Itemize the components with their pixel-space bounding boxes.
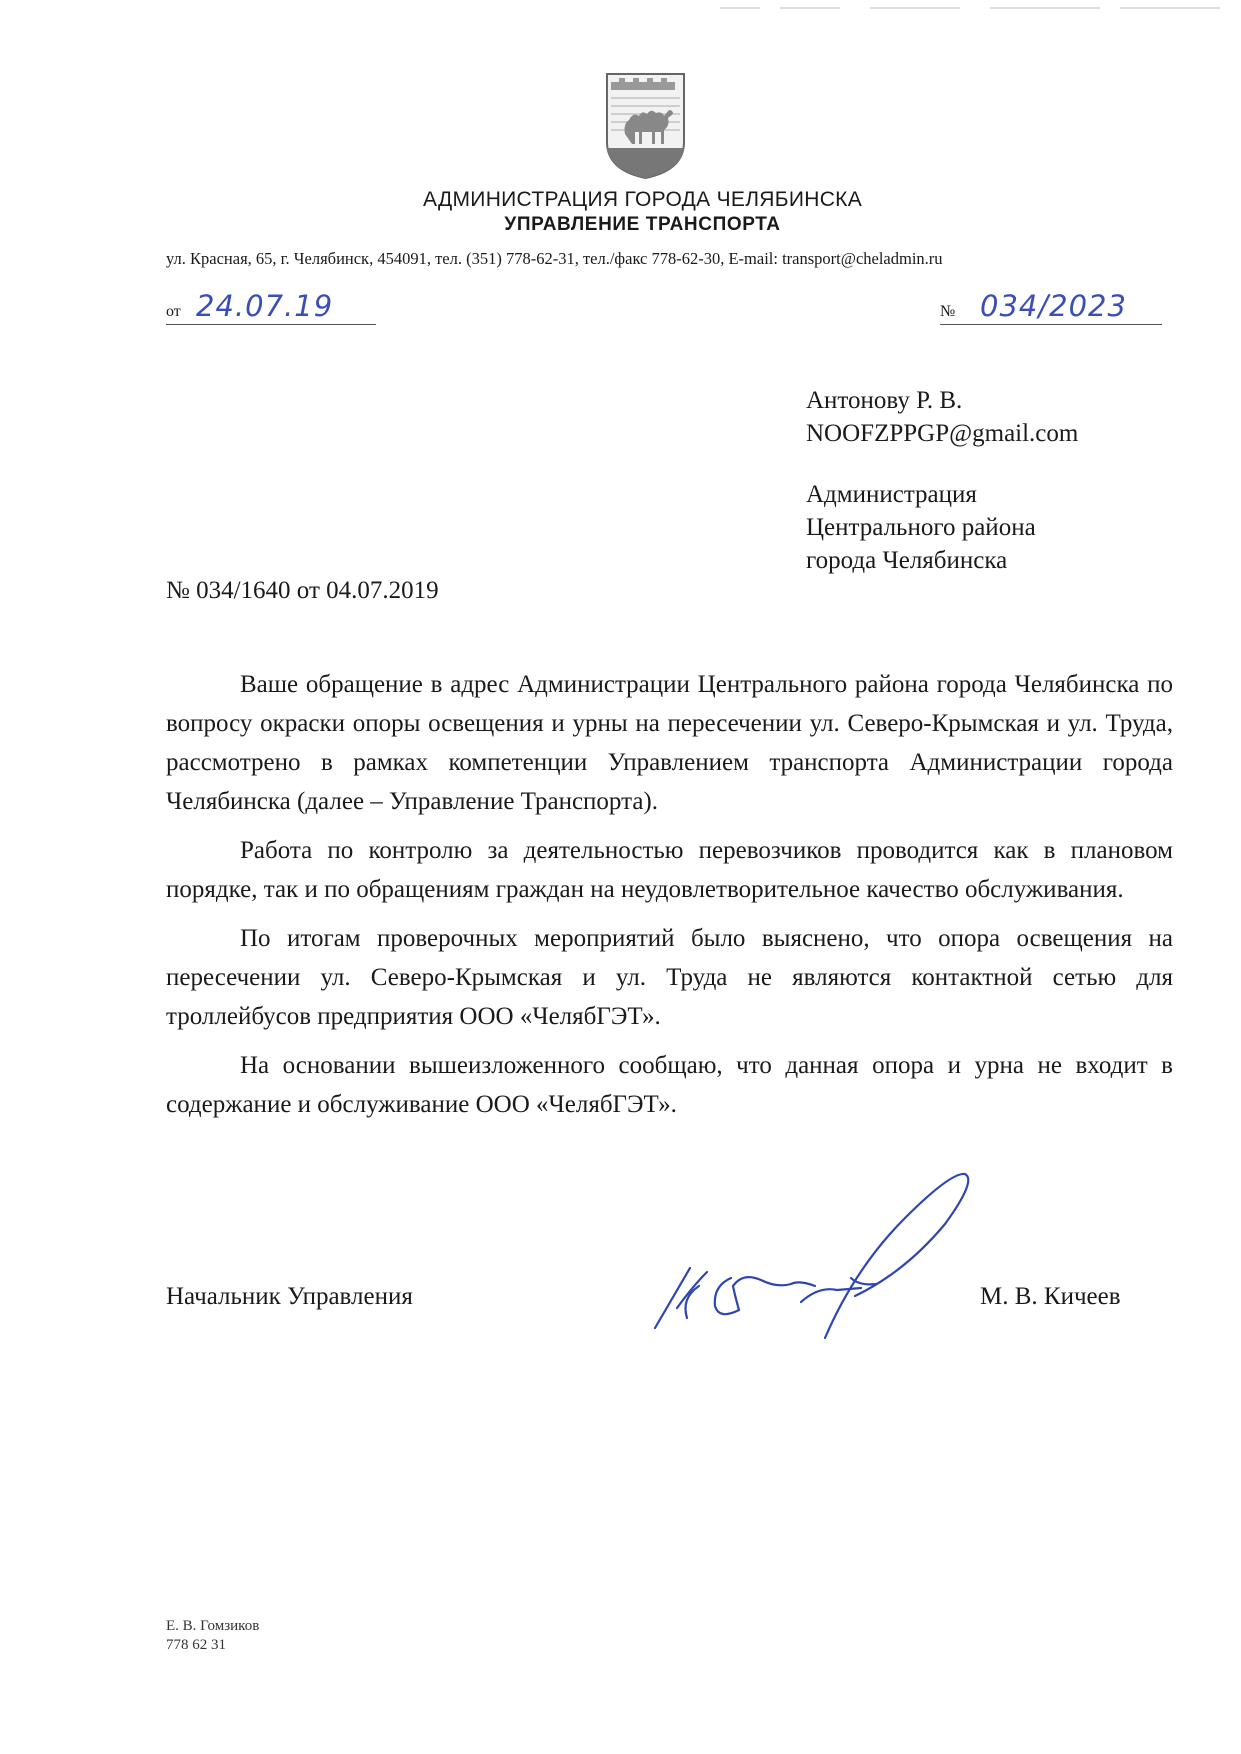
addressee-email: NOOFZPPGP@gmail.com xyxy=(806,420,1079,447)
addressee-person xyxy=(806,384,1078,450)
paragraph: Работа по контролю за деятельностью перевозчиков проводится как в плановом порядке, так и по обращениям граждан на неудовлетворительное качество обслуживания. xyxy=(166,837,1173,903)
outgoing-date-field xyxy=(166,284,376,325)
executor-phone: 778 62 31 xyxy=(166,1637,226,1653)
contacts-line: ул. Красная, 65, г. Челябинск, 454091, тел. (351) 778-62-31, тел./факс 778-62-30, E-mail: transport@cheladmin.ru xyxy=(166,249,943,268)
number-value: 034/2023 xyxy=(980,289,1127,323)
signatory-name: М. В. Кичеев xyxy=(980,1283,1121,1310)
date-label: от xyxy=(166,303,181,320)
paragraph: Ваше обращение в адрес Администрации Центрального района города Челябинска по вопросу окраски опоры освещения и урны на пересечении ул. Северо-Крымская и ул. Труда, рассмотрено в рамках компетенции Управлением транспорта Администрации города Челябинска (далее – Управление Транспорта). xyxy=(166,671,1173,815)
executor-name: Е. В. Гомзиков xyxy=(166,1618,260,1634)
addressee-org-line1: Администрация xyxy=(806,481,977,508)
executor-info xyxy=(166,1617,259,1655)
addressee-org-line3: города Челябинска xyxy=(806,547,1008,574)
paragraph: По итогам проверочных мероприятий было выяснено, что опора освещения на пересечении ул. Северо-Крымская и ул. Труда не являются контактной сетью для троллейбусов предприятия ООО «ЧелябГЭТ». xyxy=(166,925,1173,1030)
addressee-organization xyxy=(806,478,1036,577)
signatory-title: Начальник Управления xyxy=(166,1283,413,1310)
outgoing-number-field xyxy=(940,284,1162,325)
scan-artifact xyxy=(720,6,1220,10)
org-name-line1: АДМИНИСТРАЦИЯ ГОРОДА ЧЕЛЯБИНСКА xyxy=(422,188,862,211)
number-label: № xyxy=(940,303,956,320)
letter-body xyxy=(166,665,1173,1134)
date-value: 24.07.19 xyxy=(196,289,334,323)
chelyabinsk-coat-of-arms-icon xyxy=(605,72,686,180)
addressee-org-line2: Центрального района xyxy=(806,514,1036,541)
org-name-line2: УПРАВЛЕНИЕ ТРАНСПОРТА xyxy=(504,214,781,235)
reference-number: № 034/1640 от 04.07.2019 xyxy=(166,577,439,604)
handwritten-signature-icon xyxy=(615,1168,985,1350)
paragraph: На основании вышеизложенного сообщаю, что данная опора и урна не входит в содержание и обслуживание ООО «ЧелябГЭТ». xyxy=(166,1052,1173,1118)
addressee-name: Антонову Р. В. xyxy=(806,387,963,414)
